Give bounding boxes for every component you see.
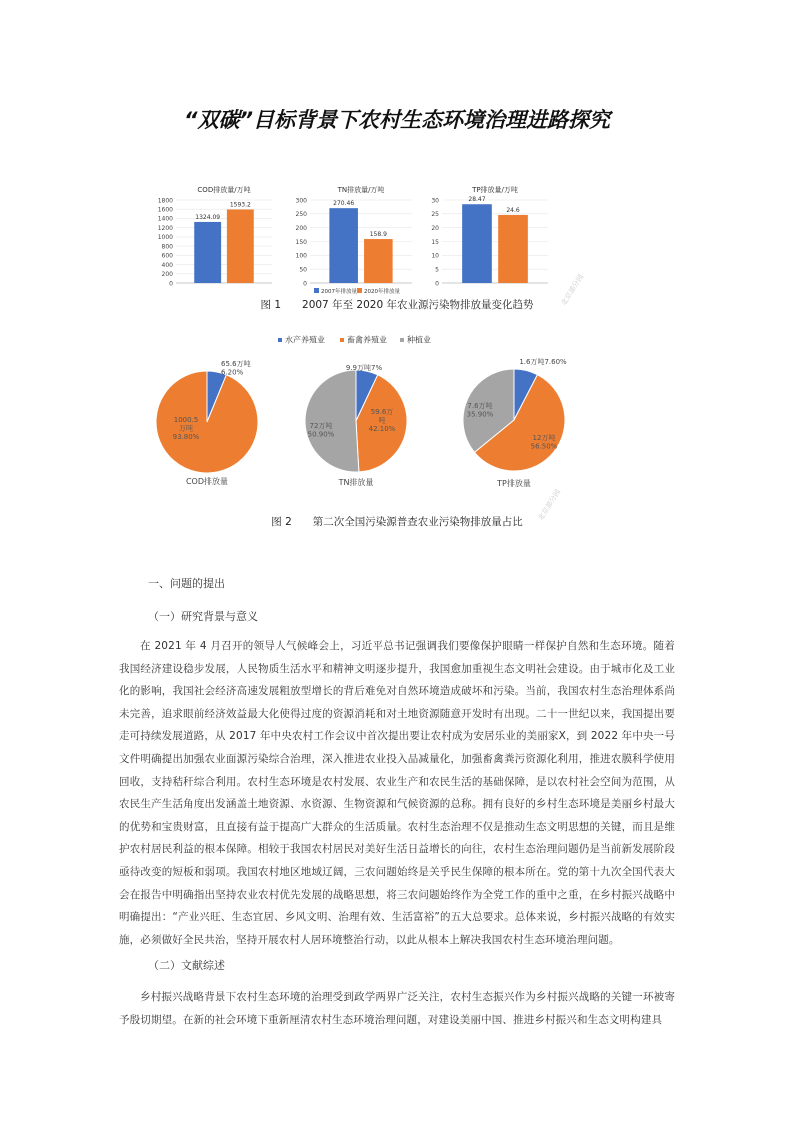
- y-tick-label: 0: [303, 280, 307, 288]
- pie-chart-title: TN排放量: [338, 478, 374, 487]
- page-title: “双碳”目标背景下农村生态环境治理进路探究: [183, 108, 611, 132]
- y-tick-label: 150: [295, 238, 307, 246]
- pie-data-label: 12万吨 56.50%: [530, 434, 558, 451]
- y-tick-label: 1400: [157, 215, 173, 223]
- pie-data-label: 7.6万吨 35.90%: [466, 402, 494, 419]
- bar-data-label: 158.9: [369, 231, 387, 239]
- pie-data-label: 9.9万吨7%: [345, 364, 383, 372]
- y-tick-label: 5: [435, 266, 439, 274]
- bar-data-label: 28.47: [468, 196, 486, 204]
- legend-label: 2007年排放量: [321, 289, 357, 295]
- y-tick-label: 600: [161, 252, 173, 260]
- legend-swatch: [314, 288, 319, 293]
- y-tick-label: 800: [161, 243, 173, 251]
- bar-data-label: 1593.2: [229, 201, 251, 209]
- figure-2-caption: 图 2 第二次全国污染源普查农业污染物排放量占比: [271, 516, 523, 528]
- bar-chart-title: COD排放量/万吨: [197, 186, 251, 194]
- y-tick-label: 0: [435, 280, 439, 288]
- y-tick-label: 0: [169, 280, 173, 288]
- legend-swatch: [400, 338, 404, 342]
- y-tick-label: 200: [295, 224, 307, 232]
- y-tick-label: 20: [431, 224, 439, 232]
- subsection-heading-literature: （二）文献综述: [148, 959, 225, 972]
- figure-1-watermark: 北京部分园: [559, 273, 586, 307]
- pie-data-label: 1000.5 万吨 93.80%: [172, 416, 200, 441]
- bar: [194, 222, 221, 283]
- bar-chart-title: TN排放量/万吨: [337, 186, 385, 194]
- y-tick-label: 25: [431, 211, 439, 219]
- pie-slice: [305, 370, 359, 472]
- bar: [364, 239, 393, 283]
- pie-data-label: 72万吨 50.90%: [307, 422, 335, 439]
- body-paragraph-literature: 乡村振兴战略背景下农村生态环境的治理受到政学两界广泛关注，农村生态振兴作为乡村振兴战略的关键一环被寄予殷切期望。在新的社会环境下重新厘清农村生态环境治理问题，对建设美丽中国、推进乡村振兴和生态文明构建具: [119, 991, 675, 1026]
- pie-chart-title: COD排放量: [185, 477, 229, 486]
- pie-slice: [156, 371, 258, 473]
- legend-swatch: [340, 338, 344, 342]
- pie-chart-title: TP排放量: [497, 479, 531, 488]
- figure-1-caption: 图 1 2007 年至 2020 年农业源污染物排放量变化趋势: [260, 299, 534, 311]
- y-tick-label: 15: [431, 238, 439, 246]
- y-tick-label: 200: [161, 271, 173, 279]
- bar: [498, 215, 528, 283]
- subsection-heading-background: （一）研究背景与意义: [148, 610, 258, 623]
- y-tick-label: 400: [161, 261, 173, 269]
- bar-chart-title: TP排放量/万吨: [472, 186, 518, 194]
- bar-data-label: 1324.09: [195, 213, 221, 221]
- y-tick-label: 100: [295, 252, 307, 260]
- y-tick-label: 1200: [157, 224, 173, 232]
- bar: [462, 204, 492, 283]
- legend-label: 畜禽养殖业: [347, 335, 387, 345]
- y-tick-label: 30: [431, 197, 439, 205]
- y-tick-label: 1600: [157, 206, 173, 214]
- figures-canvas: [0, 0, 794, 560]
- y-tick-label: 50: [299, 266, 307, 274]
- section-heading: 一、问题的提出: [148, 577, 225, 590]
- bar-data-label: 24.6: [506, 206, 520, 214]
- legend-label: 种植业: [407, 335, 431, 345]
- legend-swatch: [278, 338, 282, 342]
- y-tick-label: 1000: [157, 234, 173, 242]
- y-tick-label: 250: [295, 211, 307, 219]
- y-tick-label: 10: [431, 252, 439, 260]
- legend-label: 2020年排放量: [364, 289, 400, 295]
- y-tick-label: 1800: [157, 197, 173, 205]
- body-paragraph-background: 在 2021 年 4 月召开的领导人气候峰会上，习近平总书记强调我们要像保护眼睛一样保护自然和生态环境。随着我国经济建设稳步发展，人民物质生活水平和精神文明逐步提升，我国愈加重视生态文明社会建设。由于城市化及工业化的影响，我国社会经济高速发展粗放型增长的背后难免对自然环境造成破坏和污染。当前，我国农村生态治理体系尚未完善，追求眼前经济效益最大化使得过度的资源消耗和对土地资源随意开发时有出现。二十一世纪以来，我国提出要走可持续发展道路，从 2017 年中央农村工作会议中首次提出要让农村成为安居乐业的美丽家X，到 2022 年中央一号文件明确提出加强农业面源污染综合治理，深入推进农业投入品减量化，加强畜禽粪污资源化利用，推进农膜科学使用回收，支持秸秆综合利用。农村生态环境是农村发展、农业生产和农民生活的基础保障，是以农村社会空间为范围，从农民生产生活角度出发涵盖土地资源、水资源、生物资源和气候资源的总称。拥有良好的乡村生态环境是美丽乡村最大的优势和宝贵财富，且直接有益于提高广大群众的生活质量。农村生态治理不仅是推动生态文明思想的关键，而且是维护农村居民利益的根本保障。相较于我国农村居民对美好生活日益增长的向往，农村生态治理问题仍是当前新发展阶段亟待改变的短板和弱项。我国农村地区地域辽阔，三农问题始终是关乎民生保障的根本所在。党的第十九次全国代表大会在报告中明确指出坚持农业农村优先发展的战略思想，将三农问题始终作为全党工作的重中之重，在乡村振兴战略中明确提出：“产业兴旺、生态宜居、乡风文明、治理有效、生活富裕”的五大总要求。总体来说，乡村振兴战略的有效实施，必须做好全民共治，坚持开展农村人居环境整治行动，以此从根本上解决我国农村生态环境治理问题。: [119, 640, 675, 946]
- bar: [227, 210, 254, 283]
- pie-data-label: 59.6万吨 42.10%: [368, 408, 396, 433]
- pie-data-label: 1.6万吨7.60%: [519, 358, 567, 366]
- legend-swatch: [357, 288, 362, 293]
- bar: [329, 208, 358, 283]
- pie-data-label: 65.6万吨 6.20%: [221, 360, 251, 377]
- figure-2-watermark: 北京部分园: [536, 488, 563, 522]
- bar-data-label: 270.46: [333, 200, 355, 208]
- y-tick-label: 300: [295, 197, 307, 205]
- legend-label: 水产养殖业: [285, 335, 325, 345]
